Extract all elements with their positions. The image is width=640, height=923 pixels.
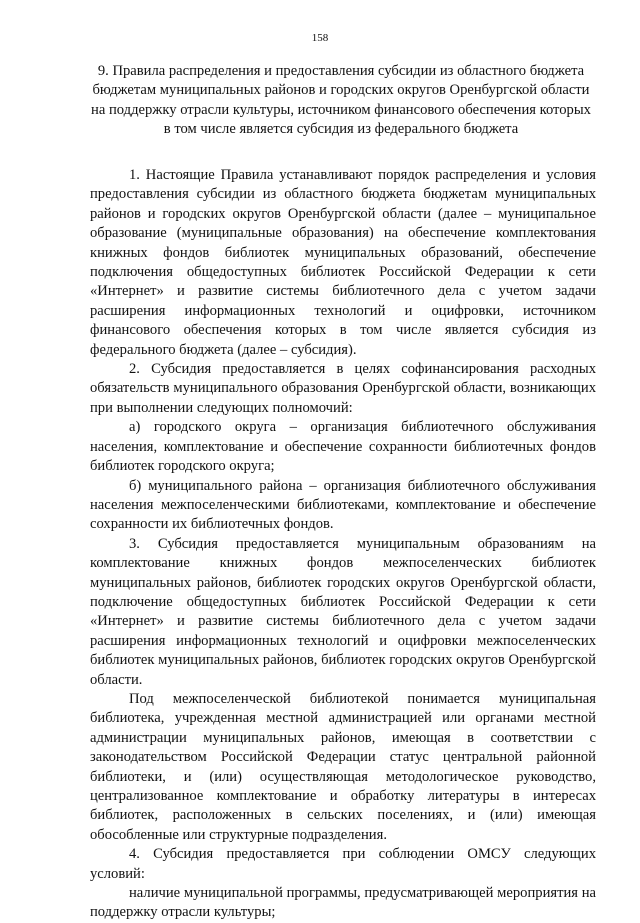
paragraph-4-condition-1: наличие муниципальной программы, предусматривающей мероприятия на поддержку отрасли культуры; [90, 885, 596, 921]
paragraph-4: 4. Субсидия предоставляется при соблюдении ОМСУ следующих условий: [90, 846, 596, 882]
document-body [90, 166, 596, 923]
paragraph-2: 2. Субсидия предоставляется в целях софинансирования расходных обязательств муниципального образования Оренбургской области, возникающих при выполнении следующих полномочий: [90, 361, 596, 416]
page-number: 158 [311, 32, 329, 44]
section-title: 9. Правила распределения и предоставления субсидии из областного бюджета бюджетам муниципальных районов и городских округов Оренбургской области на поддержку отрасли культуры, источником финансового обеспечения которых в том числе является субсидия из федерального бюджета [91, 63, 591, 138]
paragraph-3-definition: Под межпоселенческой библиотекой понимается муниципальная библиотека, учрежденная местной администрацией или органами местной администрации муниципальных районов, имеющая в соответствии с законодательством Российской Федерации статус центральной районной библиотеки, и (или) осуществляющая методологическое руководство, централизованное комплектование и обработку литературы в интересах библиотек, расположенных в сельских поселениях, и (или) имеющая обособленные или структурные подразделения. [90, 690, 596, 843]
paragraph-1: 1. Настоящие Правила устанавливают порядок распределения и условия предоставления субсидии из областного бюджета бюджетам муниципальных районов и городских округов Оренбургской области (далее – муниципальное образование (муниципальные образования) на обеспечение комплектования книжных фондов библиотек муниципальных образований, обеспечение подключения общедоступных библиотек Российской Федерации к сети «Интернет» и развитие системы библиотечного дела с учетом задачи расширения информационных технологий и оцифровки, источником финансового обеспечения которых в том числе является субсидия из федерального бюджета (далее – субсидия). [90, 167, 596, 358]
paragraph-2a: а) городского округа – организация библиотечного обслуживания населения, комплектование и обеспечение сохранности библиотечных фондов библиотек городского округа; [90, 419, 596, 475]
paragraph-2b: б) муниципального района – организация библиотечного обслуживания населения межпоселенческими библиотеками, комплектование и обеспечение сохранности их библиотечных фондов. [90, 477, 596, 533]
paragraph-3: 3. Субсидия предоставляется муниципальным образованиям на комплектование книжных фондов межпоселенческих библиотек муниципальных районов, библиотек городских округов Оренбургской области, подключение общедоступных библиотек Российской Федерации к сети «Интернет» и развитие системы библиотечного дела с учетом задачи расширения информационных технологий и оцифровки межпоселенческих библиотек муниципальных районов, библиотек городских округов Оренбургской области. [90, 535, 596, 688]
